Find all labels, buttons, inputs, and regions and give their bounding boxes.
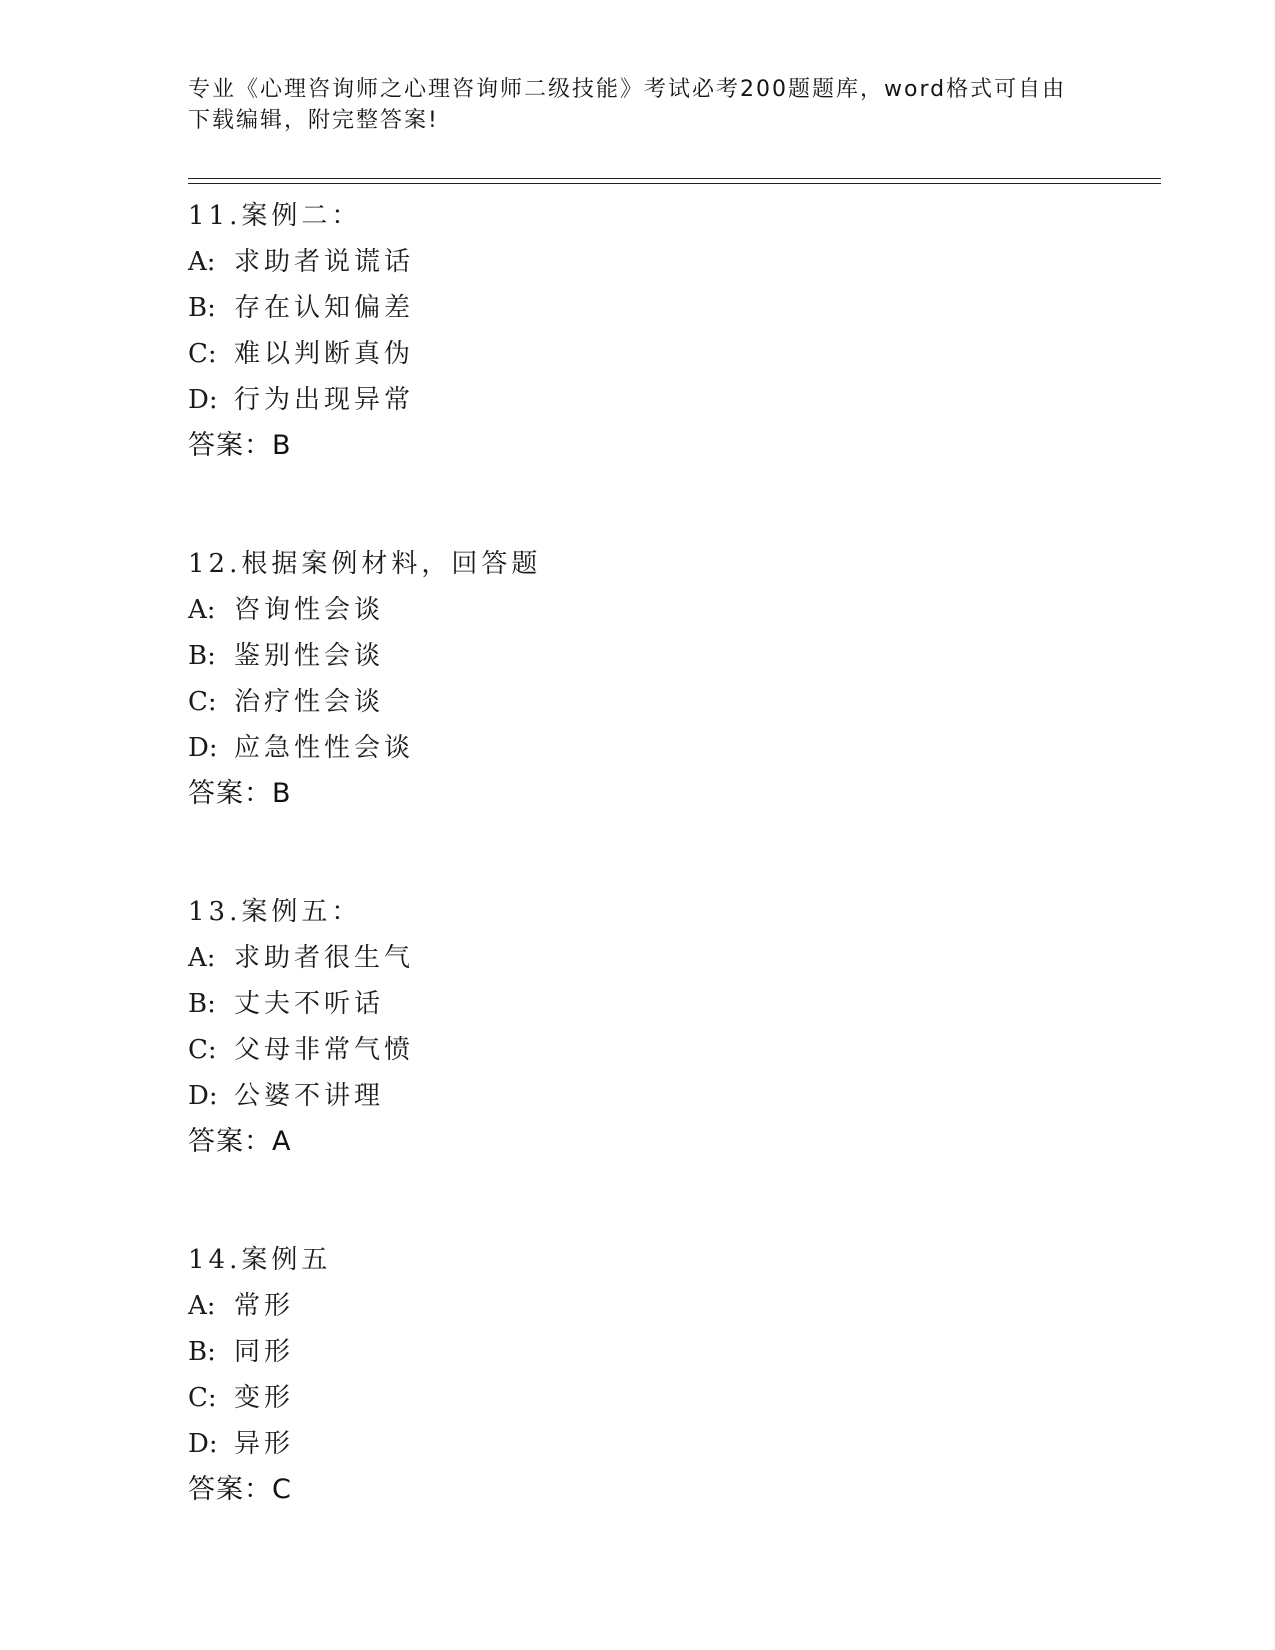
option-b [188,285,1148,331]
option-c [188,331,1148,377]
option-d [188,377,1148,423]
option-d [188,725,1148,771]
option-a [188,587,1148,633]
option-text: 同形 [234,1337,295,1367]
question-list [188,193,1148,1585]
option-letter: D: [188,385,218,415]
option-text: 父母非常气愤 [234,1035,415,1065]
answer-line: 答案：C [188,1474,292,1505]
option-d [188,1421,1148,1467]
option-c [188,679,1148,725]
option-letter: A: [188,247,216,277]
option-text: 难以判断真伪 [234,339,415,369]
option-letter: B: [188,1337,216,1367]
option-letter: A: [188,595,216,625]
option-text: 变形 [234,1383,295,1413]
option-b [188,981,1148,1027]
question-13 [188,889,1148,1165]
option-text: 存在认知偏差 [234,293,415,323]
option-text: 咨询性会谈 [234,595,385,625]
option-text: 鉴别性会谈 [234,641,385,671]
question-stem: 13.案例五： [188,897,362,927]
option-d [188,1073,1148,1119]
option-a [188,239,1148,285]
answer-line: 答案：B [188,778,292,809]
option-letter: D: [188,1081,218,1111]
answer-line: 答案：B [188,430,292,461]
option-text: 丈夫不听话 [234,989,385,1019]
option-a [188,935,1148,981]
option-c [188,1375,1148,1421]
option-letter: B: [188,293,216,323]
option-text: 应急性性会谈 [234,733,415,763]
header-divider-bottom [188,183,1161,184]
option-c [188,1027,1148,1073]
answer-line: 答案：A [188,1126,292,1157]
option-letter: C: [188,1035,217,1065]
option-letter: B: [188,989,216,1019]
option-letter: C: [188,339,217,369]
option-letter: B: [188,641,216,671]
option-letter: A: [188,1291,216,1321]
option-text: 异形 [234,1429,295,1459]
question-stem: 11.案例二： [188,201,362,231]
option-text: 常形 [234,1291,295,1321]
option-text: 求助者说谎话 [234,247,415,277]
document-intro: 专业《心理咨询师之心理咨询师二级技能》考试必考200题题库，word格式可自由下载编辑，附完整答案! [188,77,1067,133]
option-letter: D: [188,1429,218,1459]
header-divider-top [188,178,1161,179]
option-letter: D: [188,733,218,763]
question-stem: 14.案例五 [188,1245,332,1275]
option-letter: A: [188,943,216,973]
option-text: 求助者很生气 [234,943,415,973]
option-b [188,633,1148,679]
question-14 [188,1237,1148,1513]
option-text: 行为出现异常 [234,385,415,415]
question-12 [188,541,1148,817]
question-stem: 12.根据案例材料，回答题 [188,549,542,579]
option-text: 治疗性会谈 [234,687,385,717]
option-letter: C: [188,1383,217,1413]
option-a [188,1283,1148,1329]
option-b [188,1329,1148,1375]
question-11 [188,193,1148,469]
option-letter: C: [188,687,217,717]
option-text: 公婆不讲理 [234,1081,385,1111]
